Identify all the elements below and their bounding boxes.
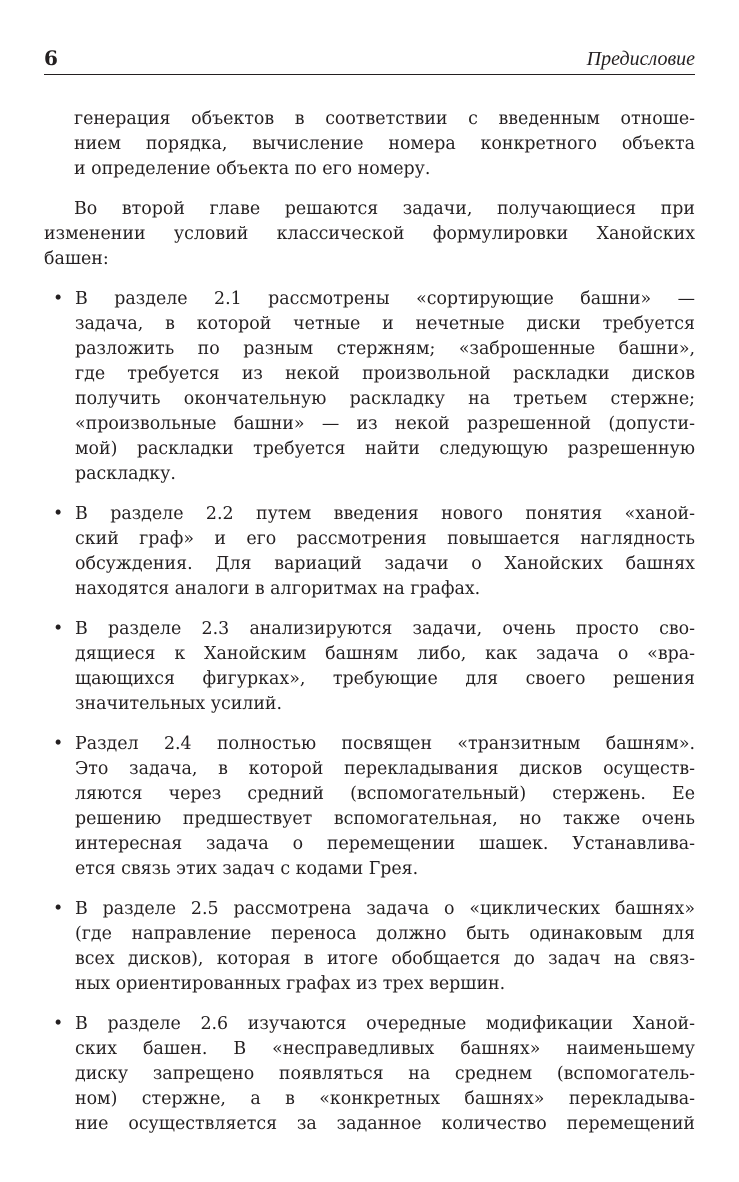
text-line: интересная задача о перемещении шашек. Устанавлива-	[75, 834, 695, 854]
text-line: всех дисков), которая в итоге обобщается до задач на связ-	[75, 949, 695, 969]
list-item-section-2-4	[44, 732, 695, 882]
text-line: В разделе 2.1 рассмотрены «сортирующие башни» —	[75, 289, 695, 309]
chapter-title: Предисловие	[586, 48, 695, 70]
list-item-text	[75, 897, 695, 997]
body-text	[44, 107, 695, 1137]
text-line: получить окончательную раскладку на третьем стержне;	[75, 389, 695, 409]
text-line: ние осуществляется за заданное количество перемещений	[75, 1114, 695, 1134]
paragraph-continuation	[44, 107, 695, 182]
text-line: башен:	[44, 249, 109, 269]
list-item-text	[75, 502, 695, 602]
bullet-icon: •	[53, 289, 64, 309]
running-head	[44, 44, 695, 75]
text-line: разложить по разным стержням; «заброшенные башни»,	[75, 339, 695, 359]
bullet-icon: •	[53, 734, 64, 754]
text-line: где требуется из некой произвольной раскладки дисков	[75, 364, 695, 384]
list-item-section-2-1	[44, 287, 695, 487]
list-item-section-2-5	[44, 897, 695, 997]
bullet-icon: •	[53, 1014, 64, 1034]
text-line: ется связь этих задач с кодами Грея.	[75, 859, 419, 879]
book-page	[44, 0, 695, 1182]
list-item-text	[75, 1012, 695, 1137]
text-line: раскладку.	[75, 464, 176, 484]
text-line: ном) стержне, а в «конкретных башнях» перекладыва-	[75, 1089, 695, 1109]
text-line: задача, в которой четные и нечетные диски требуется	[75, 314, 695, 334]
list-item-section-2-6	[44, 1012, 695, 1137]
text-line: «произвольные башни» — из некой разрешенной (допусти-	[75, 414, 695, 434]
text-line: изменении условий классической формулировки Ханойских	[44, 224, 695, 244]
text-line: В разделе 2.5 рассмотрена задача о «циклических башнях»	[75, 899, 695, 919]
bullet-icon: •	[53, 899, 64, 919]
list-item-text	[75, 617, 695, 717]
text-line: ских башен. В «несправедливых башнях» наименьшему	[75, 1039, 695, 1059]
text-line: Раздел 2.4 полностью посвящен «транзитным башням».	[75, 734, 695, 754]
text-line: дящиеся к Ханойским башням либо, как задача о «вра-	[75, 644, 695, 664]
text-line: (где направление переноса должно быть одинаковым для	[75, 924, 695, 944]
list-item-text	[75, 732, 695, 882]
text-line: В разделе 2.2 путем введения нового понятия «ханой-	[75, 504, 695, 524]
text-line: обсуждения. Для вариаций задачи о Ханойских башнях	[75, 554, 695, 574]
list-item-text	[75, 287, 695, 487]
text-line: находятся аналоги в алгоритмах на графах.	[75, 579, 481, 599]
text-line: значительных усилий.	[75, 694, 283, 714]
list-item-section-2-2	[44, 502, 695, 602]
bullet-icon: •	[53, 504, 64, 524]
text-line: Во второй главе решаются задачи, получающиеся при	[74, 199, 695, 219]
text-line: В разделе 2.3 анализируются задачи, очень просто сво-	[75, 619, 695, 639]
text-line: ский граф» и его рассмотрения повышается наглядность	[75, 529, 695, 549]
list-item-section-2-3	[44, 617, 695, 717]
text-line: решению предшествует вспомогательная, но также очень	[75, 809, 695, 829]
text-line: Это задача, в которой перекладывания дисков осуществ-	[75, 759, 695, 779]
text-line: ных ориентированных графах из трех вершин.	[75, 974, 506, 994]
text-line: щающихся фигурках», требующие для своего решения	[75, 669, 695, 689]
text-line: нием порядка, вычисление номера конкретного объекта	[74, 134, 695, 154]
text-line: мой) раскладки требуется найти следующую разрешенную	[75, 439, 695, 459]
text-line: генерация объектов в соответствии с введенным отноше-	[74, 109, 695, 129]
text-line: и определение объекта по его номеру.	[74, 159, 431, 179]
text-line: диску запрещено появляться на среднем (вспомогатель-	[75, 1064, 695, 1084]
section-list	[44, 287, 695, 1137]
text-line: В разделе 2.6 изучаются очередные модификации Ханой-	[75, 1014, 695, 1034]
page-number: 6	[44, 46, 58, 70]
text-line: ляются через средний (вспомогательный) стержень. Ее	[75, 784, 695, 804]
paragraph-chapter-two-intro	[44, 197, 695, 272]
bullet-icon: •	[53, 619, 64, 639]
